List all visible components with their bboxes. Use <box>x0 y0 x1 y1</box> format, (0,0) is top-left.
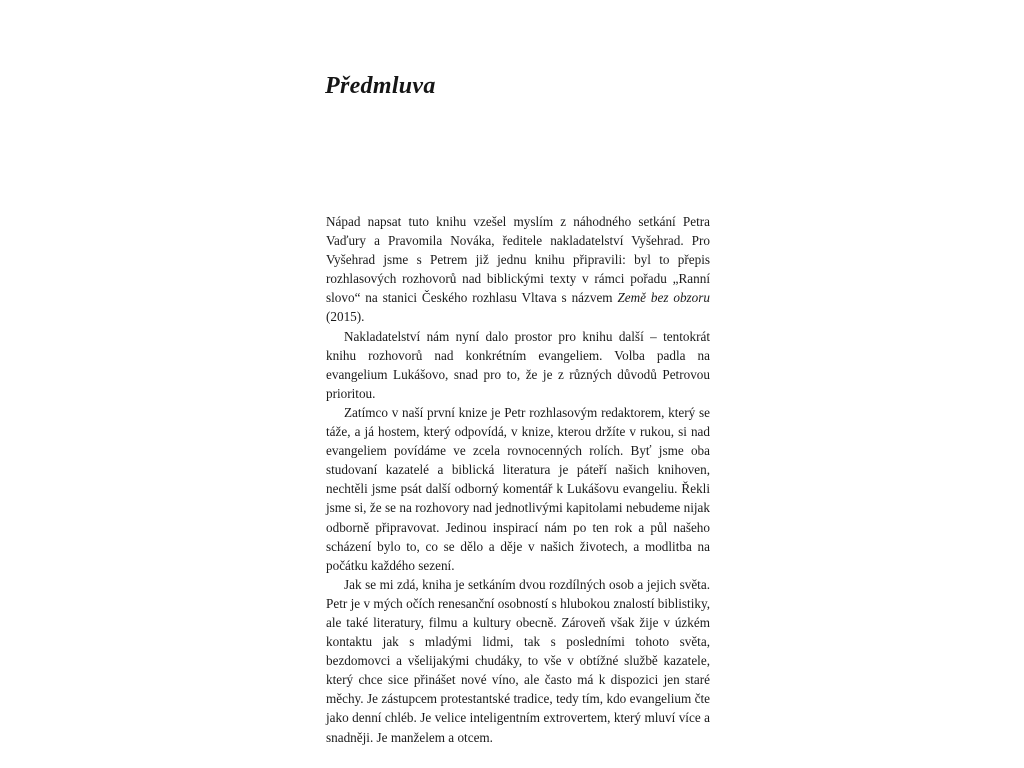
chapter-title: Předmluva <box>325 73 436 99</box>
book-title-italic: Země bez obzoru <box>617 290 710 306</box>
paragraph-2: Nakladatelství nám nyní dalo prostor pro knihu další – tentokrát knihu rozhovorů nad konkrétním evangeliem. Volba padla na evangelium Lukášovo, snad pro to, že je z různých důvodů Petrovou prioritou. <box>326 328 710 401</box>
paragraph-3: Zatímco v naší první knize je Petr rozhlasovým redaktorem, který se táže, a já hostem, který odpovídá, v knize, kterou držíte v rukou, si nad evangeliem povídáme ve zcela rovnocenných rolích. Byť jsme oba studovaní kazatelé a biblická literatura je páteří našich knihoven, nechtěli jsme psát další odborný komentář k Lukášovu evangeliu. Řekli jsme si, že se na rozhovory nad jednotlivými kapitolami nebudeme nijak odborně připravovat. Jedinou inspirací nám po ten rok a půl našeho scházení bylo to, co se dělo a děje v našich životech, a modlitba na počátku každého sezení. <box>326 404 710 573</box>
paragraph-4: Jak se mi zdá, kniha je setkáním dvou rozdílných osob a jejich světa. Petr je v mých očích renesanční osobností s hlubokou znalostí biblistiky, ale také literatury, filmu a kultury obecně. Zároveň však žije v úzkém kontaktu jak s mladými lidmi, tak s posledními tohoto světa, bezdomovci a všelijakými chudáky, to vše v obtížné službě kazatele, který chce sice přinášet nové víno, ale často má k dispozici jen staré měchy. Je zástupcem protestantské tradice, tedy tím, kdo evangelium čte jako denní chléb. Je velice inteligentním extrovertem, který mluví více a snadněji. Je manželem a otcem. <box>326 576 710 745</box>
paragraph-1-text: Nápad napsat tuto knihu vzešel myslím z náhodného setkání Petra Vaďury a Pravomila Nováka, ředitele nakladatelství Vyšehrad. Pro Vyšehrad jsme s Petrem již jednu knihu připravili: byl to přepis rozhlasových rozhovorů nad biblickými texty v rámci pořadu „Ranní slovo“ na stanici Českého rozhlasu Vltava s názvem <box>326 214 710 306</box>
paragraph-1 <box>326 212 710 327</box>
body-text <box>326 212 710 747</box>
paragraph-1-tail: (2015). <box>326 309 365 325</box>
